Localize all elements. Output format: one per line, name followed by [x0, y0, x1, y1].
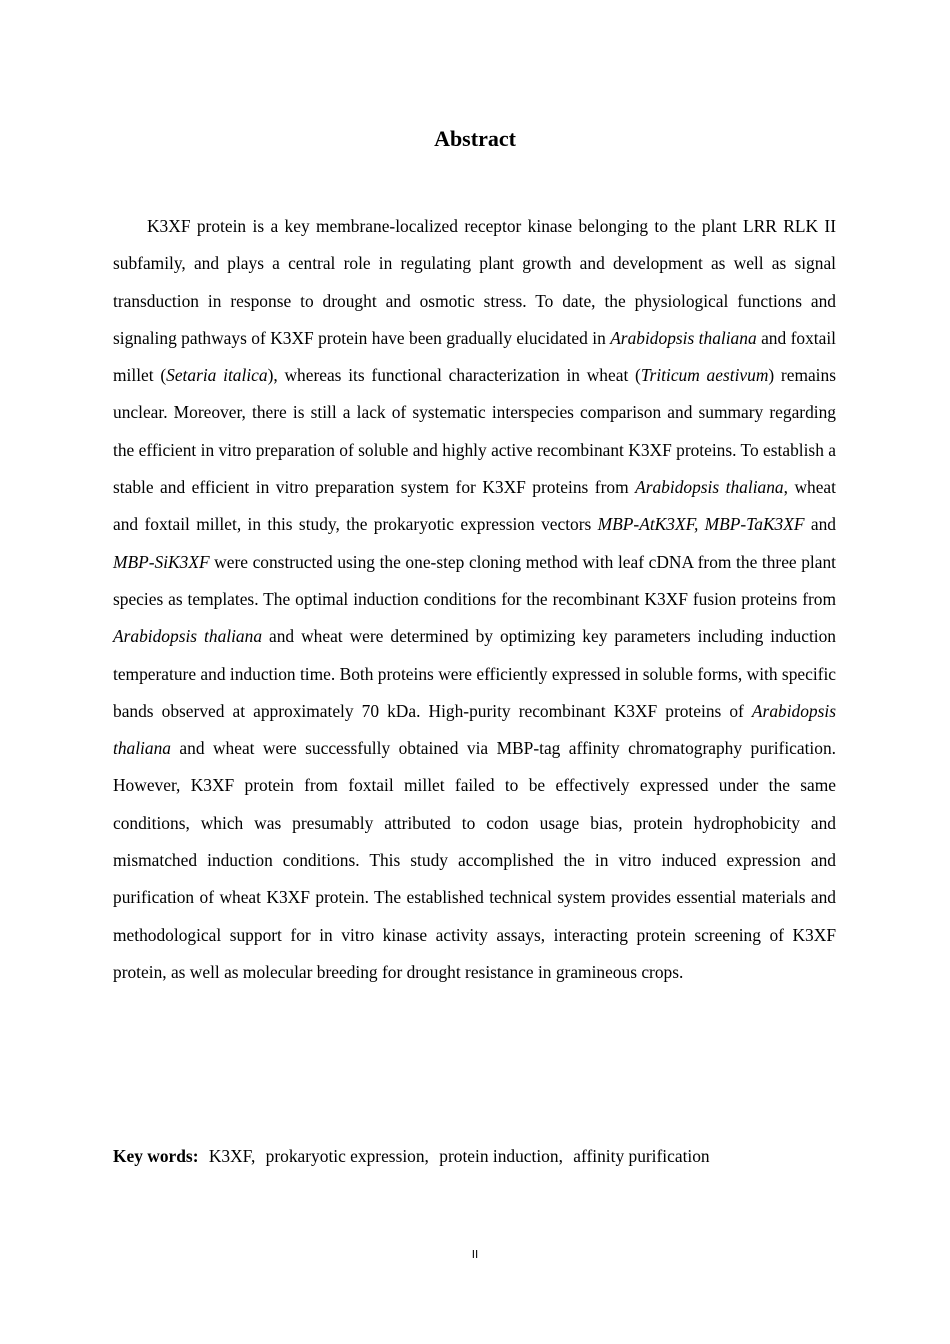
abstract-text-segment: were constructed using the one-step cloning method with leaf cDNA from the three plant species as templates. The optimal induction conditions for the recombinant K3XF fusion proteins from [113, 551, 836, 609]
italic-term: Triticum aestivum [640, 365, 769, 386]
keyword-item: K3XF, [208, 1146, 256, 1166]
italic-term: Arabidopsis thaliana [113, 700, 836, 759]
page-number: II [471, 1248, 479, 1261]
abstract-text-segment: K3XF protein is a key membrane-localized receptor kinase belonging to the plant LRR RLK II subfamily, and plays a central role in regulating plant growth and development as well as signal transduction in response to drought and osmotic stress. To date, the physiological functions and signaling pathways of K3XF protein have been gradually elucidated in [113, 216, 836, 348]
keyword-item: protein induction, [439, 1146, 563, 1166]
abstract-text-segment: ), whereas its functional characterization in wheat ( [267, 365, 641, 386]
abstract-paragraph [113, 208, 836, 991]
page-title: Abstract [434, 126, 516, 151]
keywords-line [113, 1140, 836, 1172]
abstract-text-segment: and [804, 514, 836, 535]
keywords-label: Key words: [113, 1146, 199, 1166]
italic-term: MBP-SiK3XF [113, 551, 210, 572]
italic-term: Arabidopsis thaliana [635, 477, 784, 498]
keyword-item: prokaryotic expression, [265, 1146, 429, 1166]
italic-term: Arabidopsis thaliana [610, 327, 757, 348]
abstract-text-segment: ) remains unclear. Moreover, there is still a lack of systematic interspecies comparison and summary regarding the efficient in vitro preparation of soluble and highly active recombinant K3XF proteins. To establish a stable and efficient in vitro preparation system for K3XF proteins from [113, 365, 836, 498]
abstract-text-segment: , wheat and foxtail millet, in this study, the prokaryotic expression vectors [113, 477, 836, 535]
keyword-item: affinity purification [573, 1146, 710, 1166]
italic-term: Setaria italica [166, 365, 268, 386]
italic-term: MBP-AtK3XF, MBP-TaK3XF [597, 514, 805, 535]
abstract-text-segment: and wheat were determined by optimizing key parameters including induction temperature and induction time. Both proteins were efficiently expressed in soluble forms, with specific bands observed at approximately 70 kDa. High-purity recombinant K3XF proteins of [113, 626, 837, 721]
abstract-text-segment: and foxtail millet ( [113, 327, 837, 386]
italic-term: Arabidopsis thaliana [113, 626, 263, 647]
abstract-text-segment: and wheat were successfully obtained via MBP-tag affinity chromatography purification. However, K3XF protein from foxtail millet failed to be effectively expressed under the same conditions, which was presumably attributed to codon usage bias, protein hydrophobicity and mismatched induction conditions. This study accomplished the in vitro induced expression and purification of wheat K3XF protein. The established technical system provides essential materials and methodological support for in vitro kinase activity assays, interacting protein screening of K3XF protein, as well as molecular breeding for drought resistance in gramineous crops. [113, 738, 836, 982]
